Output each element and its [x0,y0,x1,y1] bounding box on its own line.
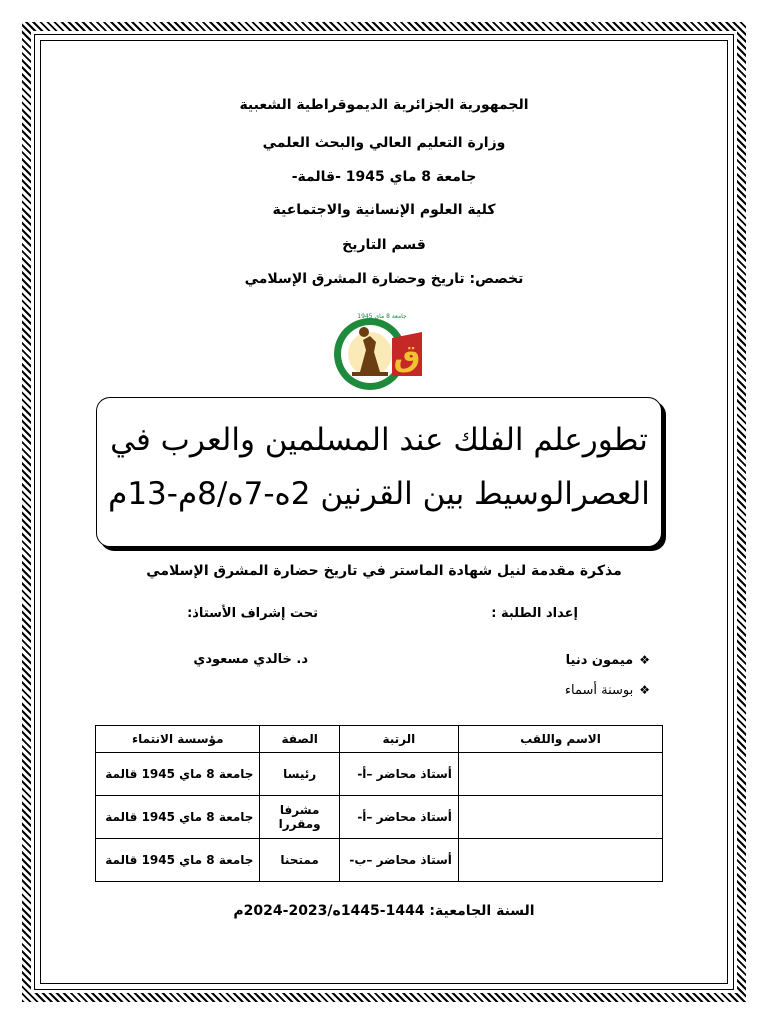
jury-header-institution: مؤسسة الانتماء [96,726,260,753]
specialty-heading: تخصص: تاريخ وحضارة المشرق الإسلامي [244,271,524,287]
jury-header-row [96,726,663,753]
logo-letter: ق [393,339,421,374]
student-name-2: بوسنة أسماء [564,683,634,698]
jury-header-name: الاسم واللقب [458,726,662,753]
table-row [96,839,663,882]
jury-header-rank: الرتبة [339,726,458,753]
supervisor-name: د. خالدي مسعودي [193,652,308,667]
jury-name-cell [458,796,662,839]
jury-table [95,725,663,882]
bullet-icon: ❖ [639,683,650,697]
jury-rank-cell: أستاذ محاضر –أ- [339,753,458,796]
jury-institution-cell: جامعة 8 ماي 1945 قالمة [96,796,260,839]
academic-year: السنة الجامعية: 1444-1445ه/2023-2024م [233,903,535,919]
student-name-1: ميمون دنيا [565,653,634,668]
table-row [96,753,663,796]
table-row [96,796,663,839]
logo-top-text: جامعة 8 ماي 1945 [357,313,407,320]
supervisor-label: تحت إشراف الأستاذ: [187,606,318,621]
jury-name-cell [458,839,662,882]
student-item [566,652,650,669]
memo-description: مذكرة مقدمة لنيل شهادة الماستر في تاريخ حضارة المشرق الإسلامي [146,563,622,579]
jury-name-cell [458,753,662,796]
thesis-title-line-1: تطورعلم الفلك عند المسلمين والعرب في [110,422,648,458]
jury-header-role: الصفة [260,726,339,753]
jury-institution-cell: جامعة 8 ماي 1945 قالمة [96,753,260,796]
university-heading: جامعة 8 ماي 1945 -قالمة- [291,169,477,185]
thesis-title-box [96,397,662,547]
republic-heading: الجمهورية الجزائرية الديموقراطية الشعبية [239,97,529,113]
ministry-heading: وزارة التعليم العالي والبحث العلمي [262,135,506,151]
jury-institution-cell: جامعة 8 ماي 1945 قالمة [96,839,260,882]
jury-role-cell: رئيسا [260,753,339,796]
thesis-title-line-2: العصرالوسيط بين القرنين 2ه-7ه/8م-13م [108,476,650,512]
department-heading: قسم التاريخ [342,237,426,253]
faculty-heading: كلية العلوم الإنسانية والاجتماعية [272,202,496,218]
university-logo [330,310,430,392]
students-label: إعداد الطلبة : [491,606,578,621]
jury-rank-cell: أستاذ محاضر –ب- [339,839,458,882]
jury-role-cell: ممتحنا [260,839,339,882]
bullet-icon: ❖ [639,653,650,667]
jury-rank-cell: أستاذ محاضر –أ- [339,796,458,839]
jury-role-cell: مشرفا ومقررا [260,796,339,839]
student-item [565,682,650,699]
